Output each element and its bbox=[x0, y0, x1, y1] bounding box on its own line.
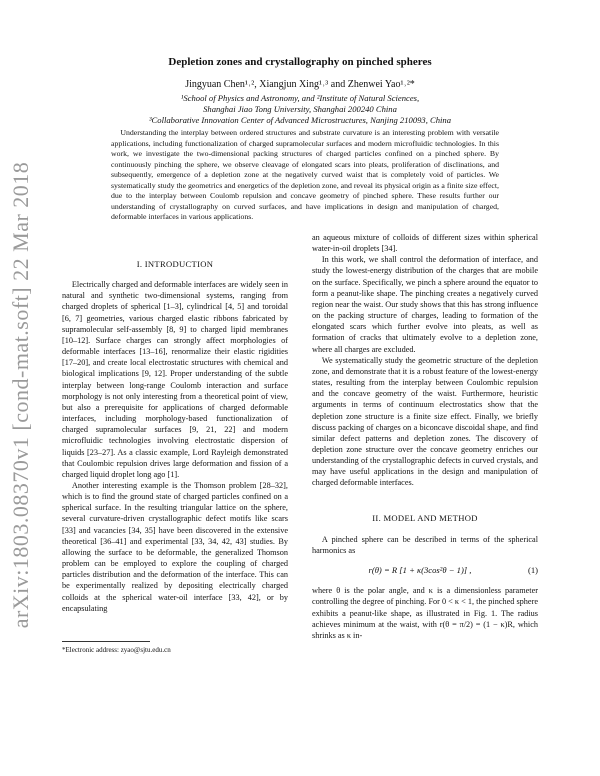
paragraph-systematic-study: We systematically study the geometric structure of the depletion zone, and demonstrate that it is a robust feature of the lowest-energy states, resulting from the interplay between Coulombic repulsion and the concave geometry of the waist. Furthermore, heuristic arguments in terms of continuum electrostatics show that the depletion zone structure is a finite size effect. Finally, we briefly discuss packing of charges on a biconcave discoidal shape, and find similar defect patterns and depletion zones. The discovery of depletion zone structure over the concave geometry enriches our understanding of the crystallographic defects in curved crystals, and may have useful applications in the design and manipulation of charged deformable interfaces. bbox=[312, 355, 538, 488]
equation-body: r(θ) = R [1 + κ(3cos²θ − 1)] , bbox=[368, 565, 472, 576]
affiliation-line-2: Shanghai Jiao Tong University, Shanghai 200240 China bbox=[203, 104, 397, 114]
footnote-rule bbox=[62, 641, 150, 642]
abstract: Understanding the interplay between ordered structures and substrate curvature is an interesting problem with versatile applications, including functionalization of charged supramolecular surfaces and modern microfluidic technologies. In this work, we investigate the two-dimensional packing structures of charged particles confined on a pinched sphere. By continuously pinching the sphere, we observe cleavage of elongated scars into pleats, proliferation of disclinations, and subsequently, emergence of a depletion zone at the negatively curved waist that is completely void of particles. We systematically study the geometrics and energetics of the depletion zone, and reveal its physical origin as a finite size effect, due to the interplay between Coulomb repulsion and concave geometry of pinched sphere. These results further our understanding of crystallography on curved surfaces, and have implications in design and manipulation of charged, deformable interfaces in various applications. bbox=[111, 128, 499, 221]
affiliation-line-3: ³Collaborative Innovation Center of Advanced Microstructures, Nanjing 210093, China bbox=[148, 115, 452, 125]
arxiv-sidebar-stamp bbox=[4, 160, 38, 630]
section-heading-introduction: I. INTRODUCTION bbox=[136, 259, 214, 269]
arxiv-identifier: arXiv:1803.08370v1 [cond-mat.soft] 22 Mar 2018 bbox=[8, 161, 33, 629]
footnote-email: *Electronic address: zyao@sjtu.edu.cn bbox=[62, 646, 171, 654]
right-column bbox=[312, 232, 538, 641]
intro-paragraph-1: Electrically charged and deformable interfaces are widely seen in natural and synthetic two-dimensional systems, ranging from charged droplets of spherical [1–3], cylindrical [4, 5] and toroidal [6, 7] geometries, various charged elastic ribbons fabricated by supramolecular self-assembly [8, 9] to charged lipid membranes [10–12]. Surface charges can strongly affect morphologies of deformable interfaces [13–16], renormalize their elastic rigidities [17–20], and create local electrostatic structures with chemical and biological implications [9, 12]. Proper understanding of the subtle interplay between long-range Coulomb interaction and surface morphology is not only interesting from a theoretical point of view, but also a prerequisite for applications of charged deformable interfaces, including morphology-based functionalization of charged supramolecular surfaces [9, 21, 22] and modern microfluidic technologies involving electrostatic dispersion of liquids [23–27]. As a classic example, Lord Rayleigh demonstrated that Coulombic repulsion drives large deformation and fission of a charged liquid droplet long ago [1]. bbox=[62, 280, 288, 479]
equation-1 bbox=[312, 565, 538, 576]
paragraph-this-work: In this work, we shall control the deformation of interface, and study the lowest-energy distribution of the charges that are mobile on the surface. Specifically, we pinch a sphere around the equator to form a peanut-like shape. The pinching creates a negatively curved region near the waist. Our study shows that this has strong influence on the packing structure of charges, leading to formation of the elongated scars which further evolve into pleats, as well as formation of cracks that ultimately evolve to a depletion zone, where all charges are excluded. bbox=[312, 255, 538, 354]
paper-title: Depletion zones and crystallography on pinched spheres bbox=[168, 56, 432, 68]
equation-number: (1) bbox=[527, 565, 538, 576]
affiliation-line-1: ¹School of Physics and Astronomy, and ²Institute of Natural Sciences, bbox=[180, 93, 420, 103]
intro-paragraph-2: Another interesting example is the Thomson problem [28–32], which is to find the ground state of charged particles confined on a spherical surface. In the resulting triangular lattice on the sphere, several curvature-driven crystallographic defect motifs like scars [33] and vacancies [34, 35] have been discovered in the extensive theoretical [36–41] and experimental [33, 34, 42, 43] studies. By allowing the surface to be deformable, the generalized Thomson problem can be employed to explore the coupling of charged particles distribution and the deformation of the interface. This can be experimentally realized by depositing electrically charged colloids at the spherical water-oil interface [33, 42], or by encapsulating bbox=[62, 480, 288, 613]
paragraph-polar-angle: where θ is the polar angle, and κ is a dimensionless parameter controlling the degree of pinching. For 0 < κ < 1, the pinched sphere exhibits a peanut-like shape, as illustrated in Fig. 1. The radius achieves minimum at the waist, with r(θ = π/2) = (1 − κ)R, which shrinks as κ in- bbox=[312, 586, 538, 640]
continued-paragraph: an aqueous mixture of colloids of different sizes within spherical water-in-oil droplets [34]. bbox=[312, 233, 538, 254]
author-list: Jingyuan Chen¹˒², Xiangjun Xing¹˒³ and Zhenwei Yao¹˒²* bbox=[185, 79, 415, 90]
left-column bbox=[62, 259, 288, 614]
paragraph-pinched-sphere: A pinched sphere can be described in terms of the spherical harmonics as bbox=[312, 534, 538, 555]
section-heading-model-method: II. MODEL AND METHOD bbox=[372, 512, 478, 523]
